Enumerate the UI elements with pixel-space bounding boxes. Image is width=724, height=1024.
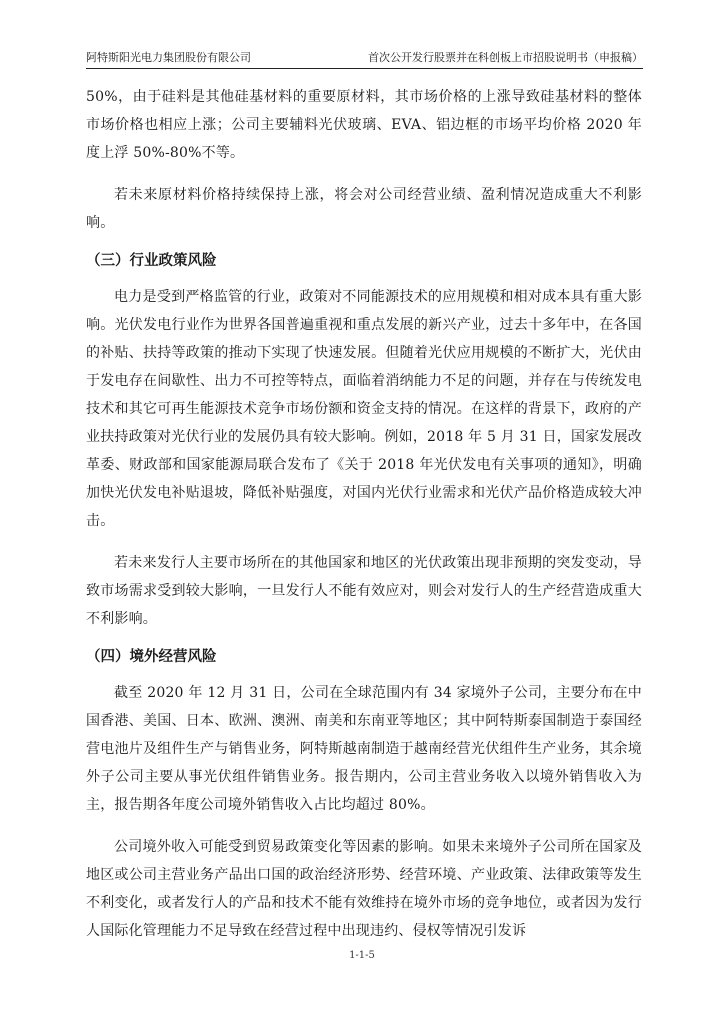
paragraph-raw-material-risk: 若未来原材料价格持续保持上涨，将会对公司经营业绩、盈利情况造成重大不利影响。 [86, 187, 642, 231]
paragraph-policy-background: 电力是受到严格监管的行业，政策对不同能源技术的应用规模和相对成本具有重大影响。光伏发电行业作为世界各国普遍重视和重点发展的新兴产业，过去十多年中，在各国的补贴、扶持等政策的推动下实现了快速发展。但随着光伏应用规模的不断扩大，光伏由于发电存在间歇性、出力不可控等特点，面临着消纳能力不足的问题，并存在与传统发电技术和其它可再生能源技术竞争市场份额和资金支持的情况。在这样的背景下，政府的产业扶持政策对光伏行业的发展仍具有较大影响。例如，2018 年 5 月 31 日，国家发展改革委、财政部和国家能源局联合发布了《关于 2018 年光伏发电有关事项的通知》，明确加快光伏发电补贴退坡，降低补贴强度，对国内光伏行业需求和光伏产品价格造成较大冲击。 [86, 289, 642, 529]
paragraph-policy-risk: 若未来发行人主要市场所在的其他国家和地区的光伏政策出现非预期的突发变动，导致市场需求受到较大影响，一旦发行人不能有效应对，则会对发行人的生产经营造成重大不利影响。 [86, 555, 642, 627]
page-number: 1-1-5 [349, 950, 375, 961]
paragraph-overseas-subsidiaries: 截至 2020 年 12 月 31 日，公司在全球范围内有 34 家境外子公司，主要分布在中国香港、美国、日本、欧洲、澳洲、南美和东南亚等地区；其中阿特斯泰国制造于泰国经营电池片及组件生产与销售业务，阿特斯越南制造于越南经营光伏组件生产业务，其余境外子公司主要从事光伏组件销售业务。报告期内，公司主营业务收入以境外销售收入为主，报告期各年度公司境外销售收入占比均超过 80%。 [86, 685, 642, 813]
section-heading-overseas-risk: （四）境外经营风险 [86, 648, 217, 665]
paragraph-raw-material-price: 50%，由于硅料是其他硅基材料的重要原材料，其市场价格的上涨导致硅基材料的整体市场价格也相应上涨；公司主要辅料光伏玻璃、EVA、铝边框的市场平均价格 2020 年度上浮 50%-80%不等。 [86, 89, 642, 161]
header-company-name: 阿特斯阳光电力集团股份有限公司 [86, 51, 251, 64]
header-document-title: 首次公开发行股票并在科创板上市招股说明书（申报稿） [368, 51, 643, 64]
page-header [86, 48, 643, 69]
paragraph-overseas-risk: 公司境外收入可能受到贸易政策变化等因素的影响。如果未来境外子公司所在国家及地区或公司主营业务产品出口国的政治经济形势、经营环境、产业政策、法律政策等发生不利变化，或者发行人的产品和技术不能有效维持在境外市场的竞争地位，或者因为发行人国际化管理能力不足导致在经营过程中出现违约、侵权等情况引发诉 [86, 839, 642, 939]
section-heading-policy-risk: （三）行业政策风险 [86, 252, 217, 269]
document-body [86, 83, 642, 945]
